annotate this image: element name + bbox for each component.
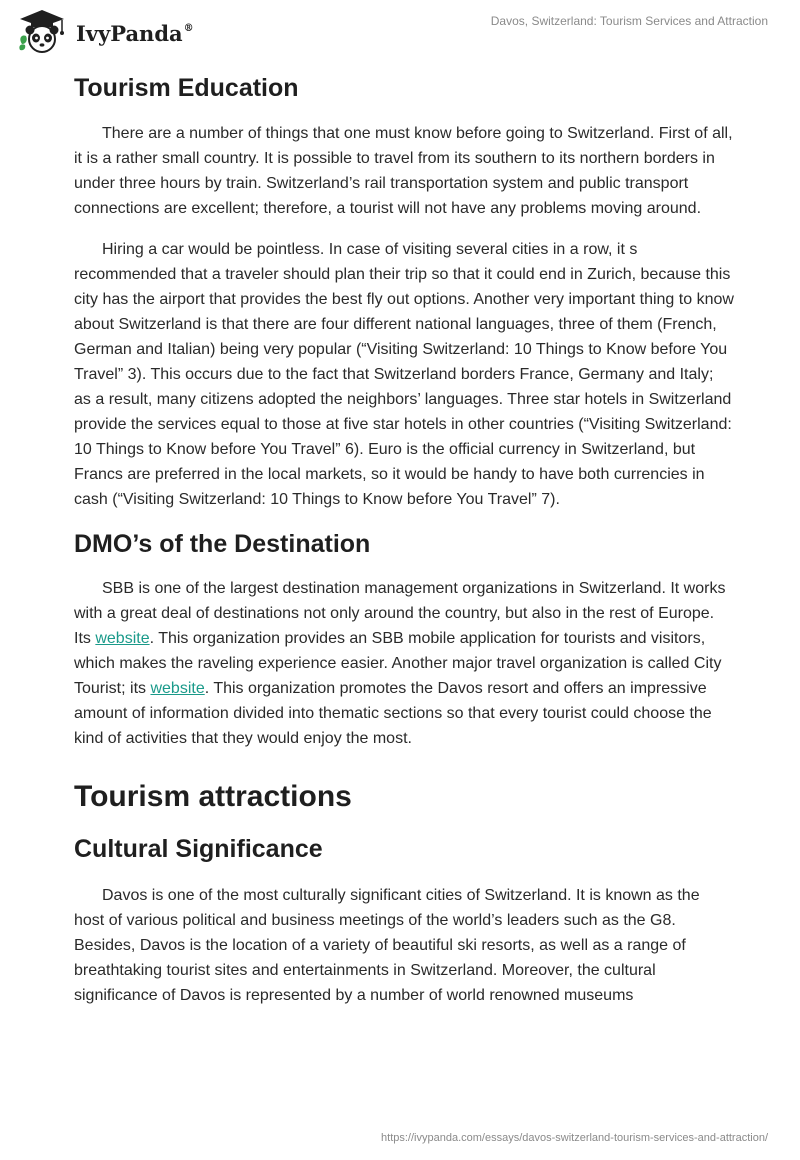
paragraph-education-1: There are a number of things that one must know before going to Switzerland. First of all, it is a rather small country. It is possible to travel from its southern to its northern borders in under three hours by train. Switzerland’s rail transportation system and public transport connections are excellent; therefore, a tourist will not have any problems moving around.	[74, 125, 733, 217]
heading-dmo: DMO’s of the Destination	[74, 530, 371, 558]
ivypanda-logo[interactable]	[16, 8, 194, 54]
heading-tourism-attractions: Tourism attractions	[74, 780, 352, 813]
brand-name	[76, 21, 194, 46]
heading-cultural-significance: Cultural Significance	[74, 835, 323, 863]
dmo-text-2: . This organization provides an SBB mobile application for tourists and visitors, which makes the raveling experience easier. Another major travel organization is called City Tourist; its	[74, 630, 722, 697]
document-title: Davos, Switzerland: Tourism Services and Attraction	[490, 14, 768, 28]
dmo-text-1: SBB is one of the largest destination management organizations in Switzerland. It works with a great deal of destinations not only around the country, but also in the rest of Europe. Its	[74, 580, 726, 647]
panda-graduate-icon	[16, 8, 68, 54]
heading-tourism-education: Tourism Education	[74, 74, 299, 102]
brand-text: IvyPanda	[76, 20, 183, 46]
paragraph-education-2: Hiring a car would be pointless. In case of visiting several cities in a row, it s recommended that a traveler should plan their trip so that it could end in Zurich, because this city has the airport that provides the best fly out options. Another very important thing to know about Switzerland is that there are four different national languages, three of them (French, German and Italian) being very popular (“Visiting Switzerland: 10 Things to Know before You Travel” 3). This occurs due to the fact that Switzerland borders France, Germany and Italy; as a result, many citizens adopted the neighbors’ languages. Three star hotels in Switzerland provide the services equal to those at five star hotels in other countries (“Visiting Switzerland: 10 Things to Know before You Travel” 6). Euro is the official currency in Switzerland, but Francs are preferred in the local markets, so it would be handy to have both currencies in cash (“Visiting Switzerland: 10 Things to Know before You Travel” 7).	[74, 241, 734, 508]
essay-content	[74, 70, 734, 1008]
registered-mark: ®	[183, 22, 194, 34]
city-tourist-website-link[interactable]: website	[150, 680, 205, 697]
dmo-text-3: . This organization promotes the Davos resort and offers an impressive amount of information divided into thematic sections so that every tourist could choose the kind of activities that they would enjoy the most.	[74, 680, 712, 747]
page-header	[0, 0, 800, 66]
paragraph-dmo	[74, 576, 734, 751]
footer-url[interactable]: https://ivypanda.com/essays/davos-switzerland-tourism-services-and-attraction/	[381, 1132, 768, 1144]
sbb-website-link[interactable]: website	[95, 630, 150, 647]
paragraph-cultural-1: Davos is one of the most culturally significant cities of Switzerland. It is known as the host of various political and business meetings of the world’s leaders such as the G8. Besides, Davos is the location of a variety of beautiful ski resorts, as well as a range of breathtaking tourist sites and entertainments in Switzerland. Moreover, the cultural significance of Davos is represented by a number of world renowned museums	[74, 887, 700, 1004]
